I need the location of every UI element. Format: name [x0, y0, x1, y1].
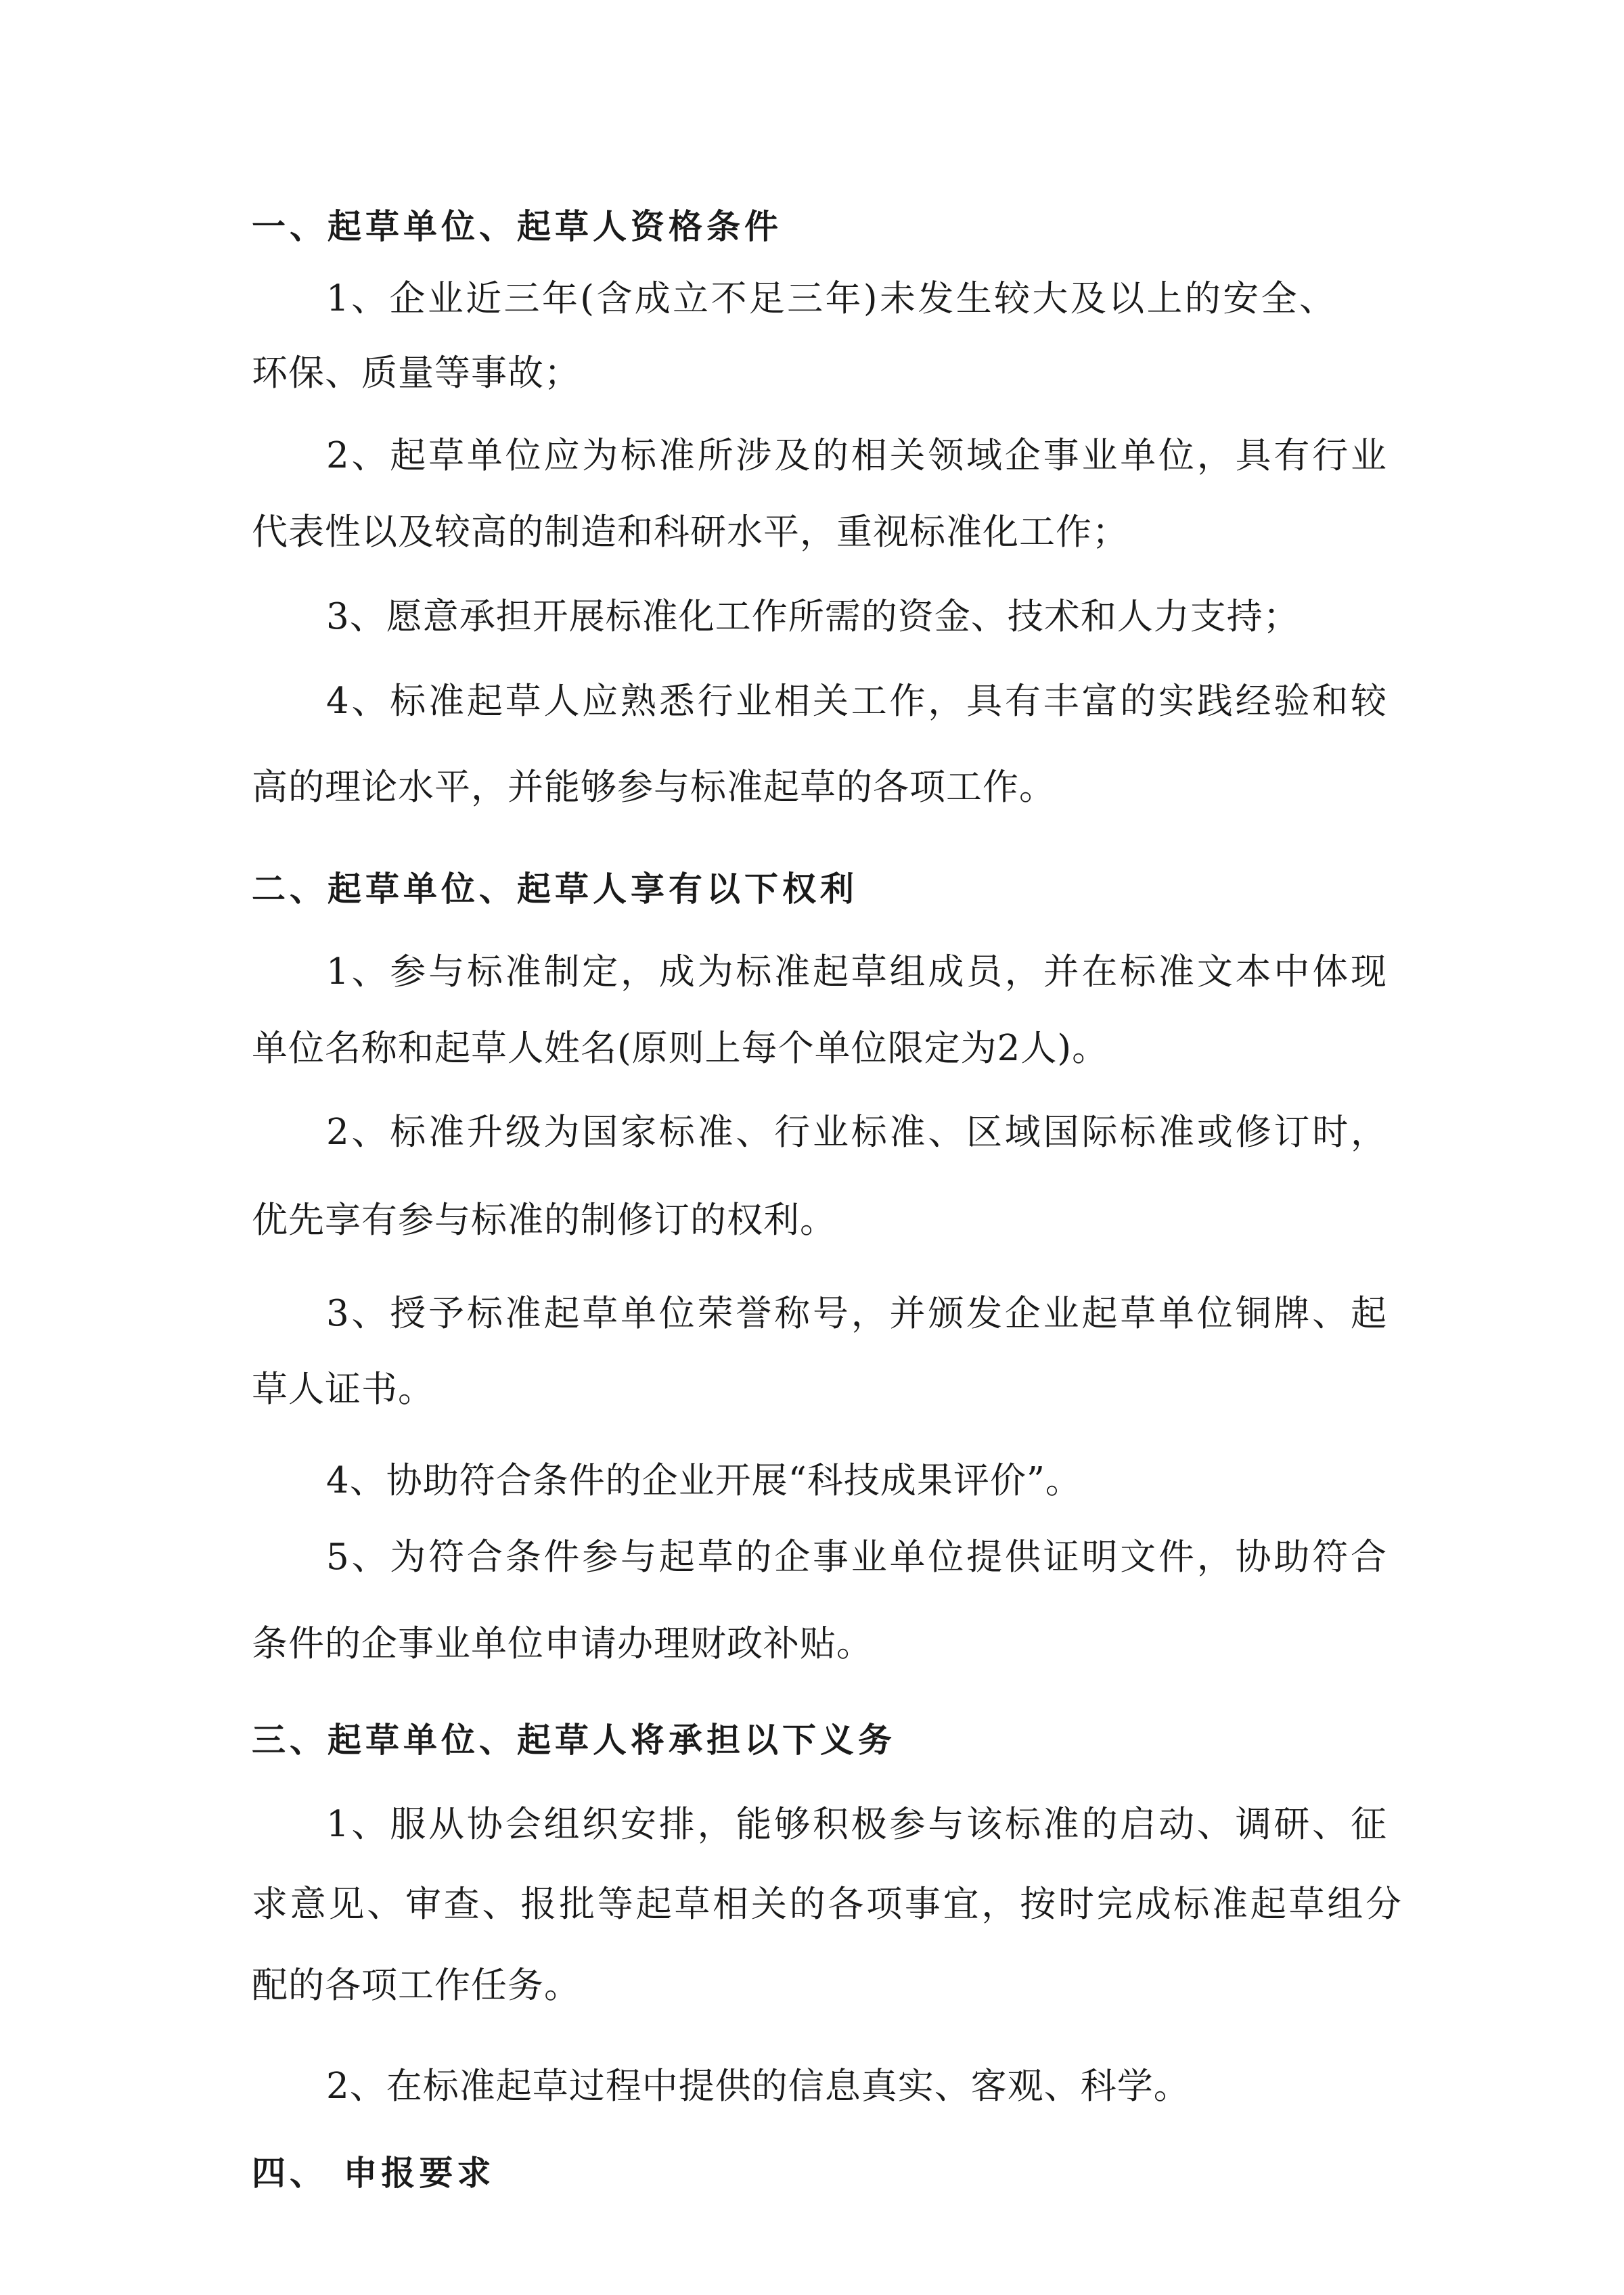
- paragraph-line: 5、为符合条件参与起草的企事业单位提供证明文件，协助符合: [326, 1537, 1387, 1578]
- section-heading-rights: 二、起草单位、起草人享有以下权利: [252, 869, 858, 909]
- paragraph-line: 求意见、审查、报批等起草相关的各项事宜，按时完成标准起草组分: [252, 1884, 1402, 1925]
- paragraph-line: 1、企业近三年(含成立不足三年)未发生较大及以上的安全、: [326, 278, 1336, 319]
- paragraph-line: 2、起草单位应为标准所涉及的相关领域企事业单位，具有行业: [326, 435, 1387, 476]
- paragraph-line: 配的各项工作任务。: [252, 1965, 581, 2006]
- paragraph-line: 条件的企事业单位申请办理财政补贴。: [252, 1623, 873, 1664]
- section-heading-application-requirements: 四、 申报要求: [252, 2154, 495, 2193]
- paragraph-line: 3、愿意承担开展标准化工作所需的资金、技术和人力支持；: [326, 596, 1300, 637]
- paragraph-line: 代表性以及较高的制造和科研水平，重视标准化工作；: [252, 512, 1129, 553]
- paragraph-line: 2、标准升级为国家标准、行业标准、区域国际标准或修订时，: [326, 1112, 1387, 1153]
- paragraph-line: 高的理论水平，并能够参与标准起草的各项工作。: [252, 767, 1056, 808]
- paragraph-line: 4、标准起草人应熟悉行业相关工作，具有丰富的实践经验和较: [326, 681, 1387, 722]
- paragraph-line: 单位名称和起草人姓名(原则上每个单位限定为2人)。: [252, 1028, 1109, 1069]
- section-heading-obligations: 三、起草单位、起草人将承担以下义务: [252, 1721, 896, 1760]
- paragraph-line: 草人证书。: [252, 1369, 434, 1410]
- section-heading-qualifications: 一、起草单位、起草人资格条件: [252, 207, 782, 246]
- paragraph-line: 3、授予标准起草单位荣誉称号，并颁发企业起草单位铜牌、起: [326, 1293, 1387, 1334]
- paragraph-line: 优先享有参与标准的制修订的权利。: [252, 1200, 836, 1241]
- paragraph-line: 4、协助符合条件的企业开展“科技成果评价”。: [326, 1460, 1082, 1501]
- paragraph-line: 2、在标准起草过程中提供的信息真实、客观、科学。: [326, 2066, 1190, 2107]
- paragraph-line: 1、服从协会组织安排，能够积极参与该标准的启动、调研、征: [326, 1804, 1387, 1845]
- paragraph-line: 1、参与标准制定，成为标准起草组成员，并在标准文本中体现: [326, 951, 1387, 993]
- paragraph-line: 环保、质量等事故；: [252, 353, 581, 394]
